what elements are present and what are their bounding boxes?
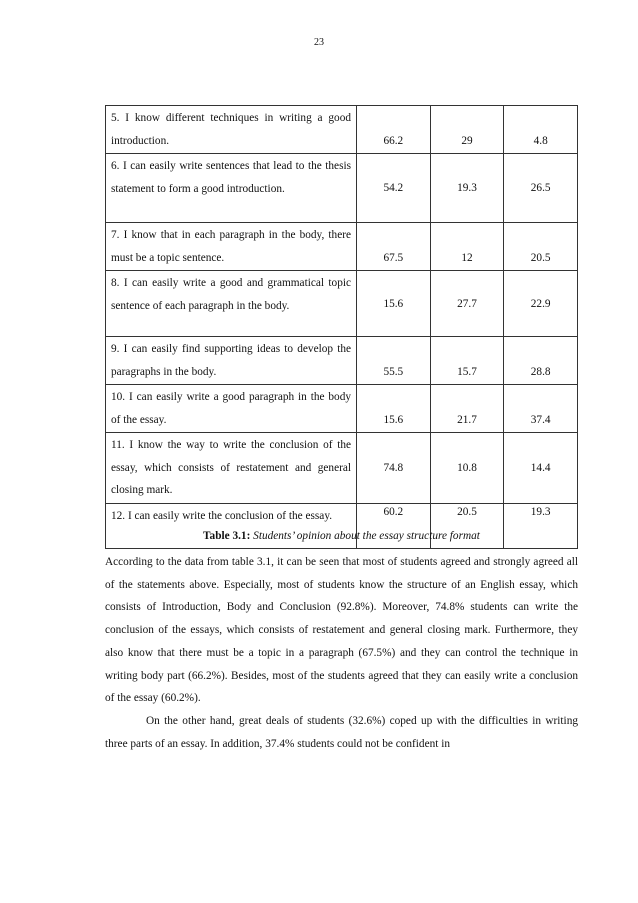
- value-cell: 15.7: [430, 337, 504, 385]
- statement-cell: 5. I know different techniques in writing a good introduction.: [106, 106, 357, 154]
- caption-label: Table 3.1:: [203, 530, 251, 542]
- page-number: 23: [314, 37, 324, 48]
- value-cell: 26.5: [504, 154, 578, 223]
- caption-text: Students’ opinion about the essay structure format: [250, 530, 480, 542]
- value-cell: 15.6: [357, 271, 431, 337]
- value-cell: 22.9: [504, 271, 578, 337]
- value-cell: 67.5: [357, 223, 431, 271]
- value-cell: 37.4: [504, 385, 578, 433]
- value-cell: 21.7: [430, 385, 504, 433]
- table-row: [106, 433, 578, 504]
- value-cell: 28.8: [504, 337, 578, 385]
- value-cell: 20.5: [504, 223, 578, 271]
- statement-cell: 9. I can easily find supporting ideas to develop the paragraphs in the body.: [106, 337, 357, 385]
- statement-cell: 10. I can easily write a good paragraph in the body of the essay.: [106, 385, 357, 433]
- value-cell: 15.6: [357, 385, 431, 433]
- table-row: [106, 271, 578, 337]
- paragraph: On the other hand, great deals of students (32.6%) coped up with the difficulties in writing three parts of an essay. In addition, 37.4% students could not be confident in: [105, 714, 578, 750]
- value-cell: 19.3: [504, 503, 578, 548]
- value-cell: 60.2: [357, 503, 431, 548]
- survey-results-table: [105, 105, 578, 549]
- table-row: [106, 223, 578, 271]
- value-cell: 66.2: [357, 106, 431, 154]
- table-row: [106, 106, 578, 154]
- statement-cell: 8. I can easily write a good and grammatical topic sentence of each paragraph in the body.: [106, 271, 357, 337]
- value-cell: 27.7: [430, 271, 504, 337]
- statement-cell: 6. I can easily write sentences that lead to the thesis statement to form a good introduction.: [106, 154, 357, 223]
- table-caption: [105, 530, 578, 542]
- statement-cell: 7. I know that in each paragraph in the body, there must be a topic sentence.: [106, 223, 357, 271]
- table-row: [106, 154, 578, 223]
- statement-cell: 12. I can easily write the conclusion of the essay.: [106, 503, 357, 548]
- value-cell: 29: [430, 106, 504, 154]
- paragraph: According to the data from table 3.1, it can be seen that most of students agreed and strongly agreed all of the statements above. Especially, most of students know the structure of an English essay, which consists of Introduction, Body and Conclusion (92.8%). Moreover, 74.8% students can write the conclusion of the essays, which consists of restatement and general closing mark. Furthermore, they also know that there must be a topic in a paragraph (67.5%) and they can control the technique in writing body part (66.2%). Besides, most of the students agreed that they can easily write a conclusion of the essay (60.2%).: [105, 556, 578, 705]
- value-cell: 19.3: [430, 154, 504, 223]
- body-text: [105, 551, 578, 755]
- table-row: [106, 385, 578, 433]
- value-cell: 55.5: [357, 337, 431, 385]
- value-cell: 74.8: [357, 433, 431, 504]
- value-cell: 14.4: [504, 433, 578, 504]
- value-cell: 12: [430, 223, 504, 271]
- table-row: [106, 337, 578, 385]
- value-cell: 10.8: [430, 433, 504, 504]
- value-cell: 20.5: [430, 503, 504, 548]
- value-cell: 4.8: [504, 106, 578, 154]
- statement-cell: 11. I know the way to write the conclusion of the essay, which consists of restatement and general closing mark.: [106, 433, 357, 504]
- value-cell: 54.2: [357, 154, 431, 223]
